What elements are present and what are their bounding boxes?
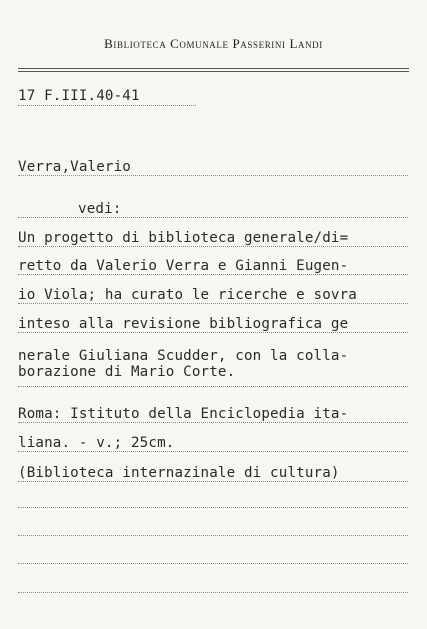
dotted-line: [18, 274, 408, 275]
series-statement: (Biblioteca internazinale di cultura): [18, 465, 340, 481]
author-heading: Verra,Valerio: [18, 159, 131, 175]
dotted-line: [18, 303, 408, 304]
description-line-6: borazione di Mario Corte.: [18, 364, 236, 380]
description-line-2: retto da Valerio Verra e Gianni Eugen-: [18, 258, 349, 274]
dotted-line: [18, 422, 408, 423]
description-line-4: inteso alla revisione bibliografica ge: [18, 316, 349, 332]
dotted-line: [18, 507, 408, 508]
header-rule-top: [18, 68, 409, 69]
header-rule-bottom: [18, 71, 409, 72]
dotted-line: [18, 386, 408, 387]
shelfmark-underline: [18, 105, 196, 106]
library-name: Biblioteca Comunale Passerini Landi: [104, 36, 323, 51]
see-reference: vedi:: [78, 201, 122, 217]
dotted-line: [18, 175, 408, 176]
description-line-1: Un progetto di biblioteca generale/di=: [18, 230, 349, 246]
description-line-3: io Viola; ha curato le ricerche e sovra: [18, 287, 357, 303]
dotted-line: [18, 592, 408, 593]
library-header: [0, 36, 427, 52]
dotted-line: [18, 451, 408, 452]
dotted-line: [18, 246, 408, 247]
shelfmark: 17 F.III.40-41: [18, 88, 140, 104]
dotted-line: [18, 332, 408, 333]
dotted-line: [18, 535, 408, 536]
dotted-line: [18, 481, 408, 482]
imprint-line-1: Roma: Istituto della Enciclopedia ita-: [18, 406, 349, 422]
description-line-5: nerale Giuliana Scudder, con la colla-: [18, 348, 349, 364]
dotted-line: [18, 563, 408, 564]
imprint-line-2: liana. - v.; 25cm.: [18, 435, 175, 451]
dotted-line: [18, 217, 408, 218]
